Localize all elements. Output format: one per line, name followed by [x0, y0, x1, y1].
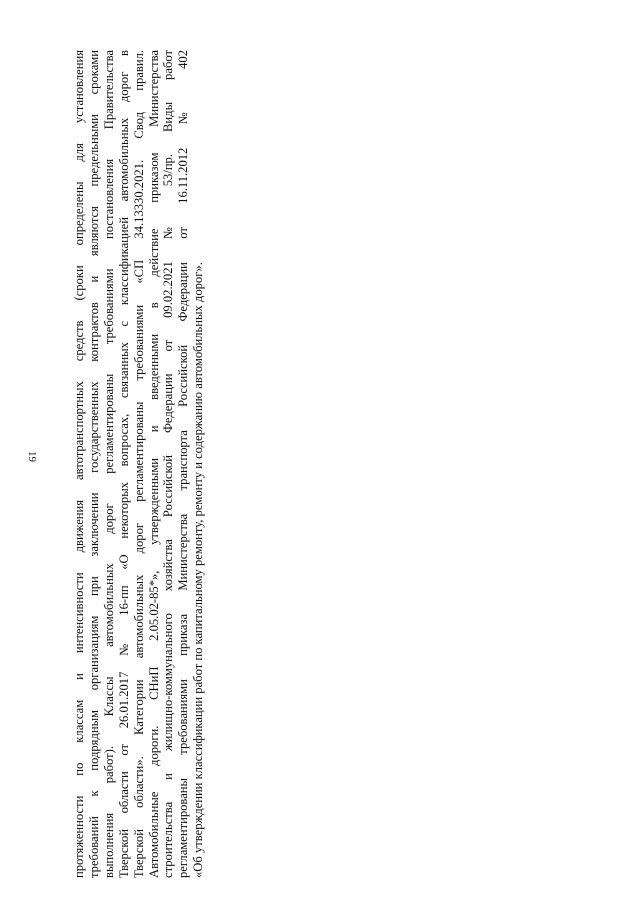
text-line: «Об утверждении классификации работ по капитальному ремонту, ремонту и содержанию автомобильных дорог». [191, 262, 206, 878]
text-line: Тверской области». Категории автомобильных дорог регламентированы требованиями «СП 34.13330.2021. Свод правил. [131, 50, 146, 878]
text-line: Тверской области от 26.01.2017 № 16-пп «О некоторых вопросах, связанных с классификацией автомобильных дорог в [116, 50, 131, 878]
page-number: 19 [26, 451, 38, 462]
text-line: выполнения работ). Классы автомобильных дорог регламентированы требованиями постановления Правительства [101, 50, 116, 878]
text-line: регламентированы требованиями приказа Министерства транспорта Российской Федерации от 16.11.2012 № 402 [176, 50, 191, 878]
text-line: требований к подрядным организациям при заключении государственных контрактов и являются предельными сроками [86, 50, 101, 878]
body-text [72, 50, 206, 878]
text-line: протяженности по классам и интенсивности движения автотранспортных средств (сроки определены для установления [72, 50, 86, 878]
text-line: строительства и жилищно-коммунального хозяйства Российской Федерации от 09.02.2021 № 53/пр. Виды работ [161, 50, 176, 878]
text-line: Автомобильные дороги. СНиП 2.05.02-85*», утвержденными и введенными в действие приказом Министерства [146, 50, 161, 878]
